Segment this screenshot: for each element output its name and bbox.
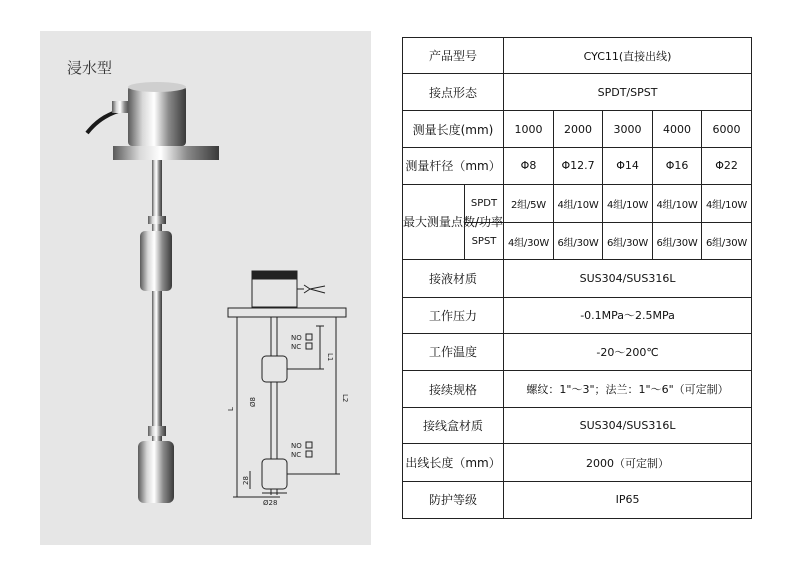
temperature-label: 工作温度 [403, 333, 504, 370]
wetted-material-value: SUS304/SUS316L [504, 260, 752, 297]
rod-diameter-value: Φ14 [603, 147, 653, 184]
spst-label: SPST [465, 223, 504, 260]
spdt-value: 4组/10W [554, 184, 603, 222]
dim-l1: L1 [326, 353, 334, 362]
spdt-value: 4组/10W [702, 184, 752, 222]
spst-value: 6组/30W [603, 223, 653, 260]
length-label: 测量长度(mm) [403, 111, 504, 147]
rod-diameter-value: Φ16 [653, 147, 702, 184]
model-value: CYC11(直接出线) [504, 38, 752, 74]
length-value: 6000 [702, 111, 752, 147]
row-protection [403, 481, 752, 518]
panel-title: 浸水型 [67, 59, 113, 77]
connection-value: 螺纹：1"～3"；法兰：1"～6"（可定制） [504, 370, 752, 407]
cable-length-value: 2000（可定制） [504, 444, 752, 481]
temperature-value: -20～200℃ [504, 333, 752, 370]
nc-label-lower: NC [291, 451, 302, 459]
spst-value: 4组/30W [504, 223, 554, 260]
dim-phi28: Ø28 [263, 499, 278, 507]
spst-value: 6组/30W [702, 223, 752, 260]
protection-value: IP65 [504, 481, 752, 518]
wetted-material-label: 接液材质 [403, 260, 504, 297]
box-material-value: SUS304/SUS316L [504, 408, 752, 444]
row-model [403, 38, 752, 74]
dim-l2: L2 [341, 394, 349, 403]
row-spdt [403, 184, 752, 222]
row-rod-diameter [403, 147, 752, 184]
spdt-label: SPDT [465, 184, 504, 222]
length-value: 1000 [504, 111, 554, 147]
row-wetted-material [403, 260, 752, 297]
pressure-label: 工作压力 [403, 297, 504, 333]
spdt-value: 4组/10W [603, 184, 653, 222]
model-label: 产品型号 [403, 38, 504, 74]
no-label-lower: NO [291, 442, 302, 450]
box-material-label: 接线盒材质 [403, 408, 504, 444]
rod-diameter-value: Φ12.7 [554, 147, 603, 184]
row-temperature [403, 333, 752, 370]
spst-value: 6组/30W [554, 223, 603, 260]
pressure-value: -0.1MPa～2.5MPa [504, 297, 752, 333]
spdt-value: 2组/5W [504, 184, 554, 222]
rod-diameter-label: 测量杆径（mm） [403, 147, 504, 184]
drawing-float-lower [262, 459, 287, 489]
row-box-material [403, 408, 752, 444]
row-length [403, 111, 752, 147]
row-cable-length [403, 444, 752, 481]
spec-table [402, 37, 752, 519]
no-label-upper: NO [291, 334, 302, 342]
dim-phi8: Ø8 [249, 397, 257, 407]
rod-diameter-value: Φ8 [504, 147, 554, 184]
row-contact-form [403, 74, 752, 111]
drawing-flange [228, 308, 346, 317]
cable-length-label: 出线长度（mm） [403, 444, 504, 481]
dim-28: 28 [242, 476, 250, 485]
connection-label: 接续规格 [403, 370, 504, 407]
max-points-label: 最大测量点数/功率 [403, 184, 465, 259]
rod-diameter-value: Φ22 [702, 147, 752, 184]
row-pressure [403, 297, 752, 333]
technical-drawing [40, 31, 371, 545]
length-value: 3000 [603, 111, 653, 147]
row-connection [403, 370, 752, 407]
drawing-float-upper [262, 356, 287, 382]
nc-label-upper: NC [291, 343, 302, 351]
length-value: 2000 [554, 111, 603, 147]
length-value: 4000 [653, 111, 702, 147]
protection-label: 防护等级 [403, 481, 504, 518]
contact-form-label: 接点形态 [403, 74, 504, 111]
product-image-panel [40, 31, 371, 545]
spst-value: 6组/30W [653, 223, 702, 260]
dim-l: L [227, 407, 235, 411]
spdt-value: 4组/10W [653, 184, 702, 222]
contact-form-value: SPDT/SPST [504, 74, 752, 111]
